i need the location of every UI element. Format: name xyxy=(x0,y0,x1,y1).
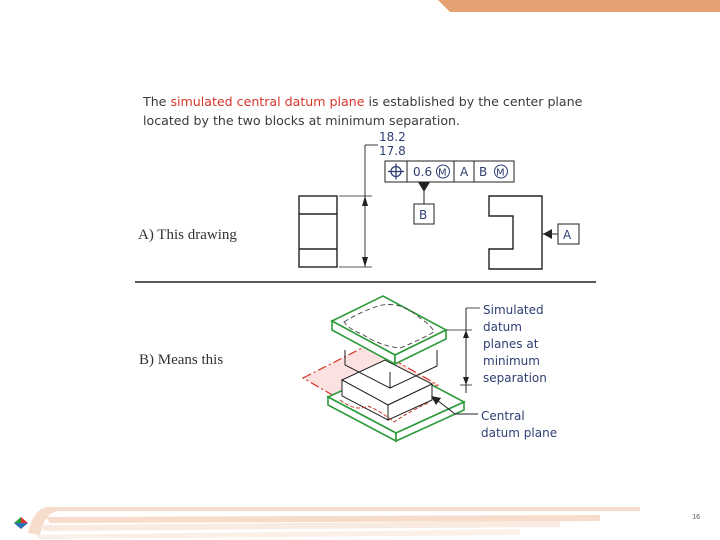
callout-simulated-line-3: planes at xyxy=(483,337,539,351)
intro-text-end: is established by the center plane located by the two blocks at minimum separation. xyxy=(143,94,583,128)
callout-simulated-line-1: Simulated xyxy=(483,303,544,317)
logo-icon xyxy=(14,517,28,529)
callout-central-line-2: datum plane xyxy=(481,426,558,440)
separation-arrow-bottom xyxy=(463,377,469,385)
c-shaped-part xyxy=(489,196,542,269)
callout-central xyxy=(481,409,557,440)
fcf-tolerance: 0.6 xyxy=(413,165,433,179)
part-side-view xyxy=(299,196,337,267)
callout-central-line-1: Central xyxy=(481,409,525,423)
fcf-modifier-1: M xyxy=(438,167,447,179)
footer-decoration xyxy=(0,495,720,540)
callout-simulated-line-4: minimum xyxy=(483,354,540,368)
intro-highlight: simulated central datum plane xyxy=(170,94,365,109)
dimension-arrow-top xyxy=(362,196,368,206)
datum-a-label: A xyxy=(563,228,572,242)
dimension-lower-limit: 17.8 xyxy=(379,144,406,158)
label-means-this: B) Means this xyxy=(139,352,224,368)
callout-simulated-line-5: separation xyxy=(483,371,547,385)
datum-b-symbol xyxy=(414,182,434,224)
dimension-arrow-bottom xyxy=(362,257,368,267)
simulated-datum-illustration xyxy=(303,296,480,441)
label-this-drawing: A) This drawing xyxy=(138,227,237,243)
intro-text-start: The xyxy=(143,94,171,109)
callout-simulated xyxy=(483,303,547,385)
fcf-datum-primary: A xyxy=(460,165,469,179)
separation-arrow-top xyxy=(463,330,469,338)
page-number: 16 xyxy=(692,514,700,521)
feature-control-frame xyxy=(385,161,514,182)
callout-simulated-line-2: datum xyxy=(483,320,522,334)
fcf-datum-secondary: B xyxy=(479,165,488,179)
dimension-upper-limit: 18.2 xyxy=(379,130,406,144)
upper-simulator-plate xyxy=(332,296,446,364)
datum-a-symbol xyxy=(542,224,579,244)
datum-b-label: B xyxy=(419,208,428,222)
fcf-modifier-2: M xyxy=(496,167,505,179)
